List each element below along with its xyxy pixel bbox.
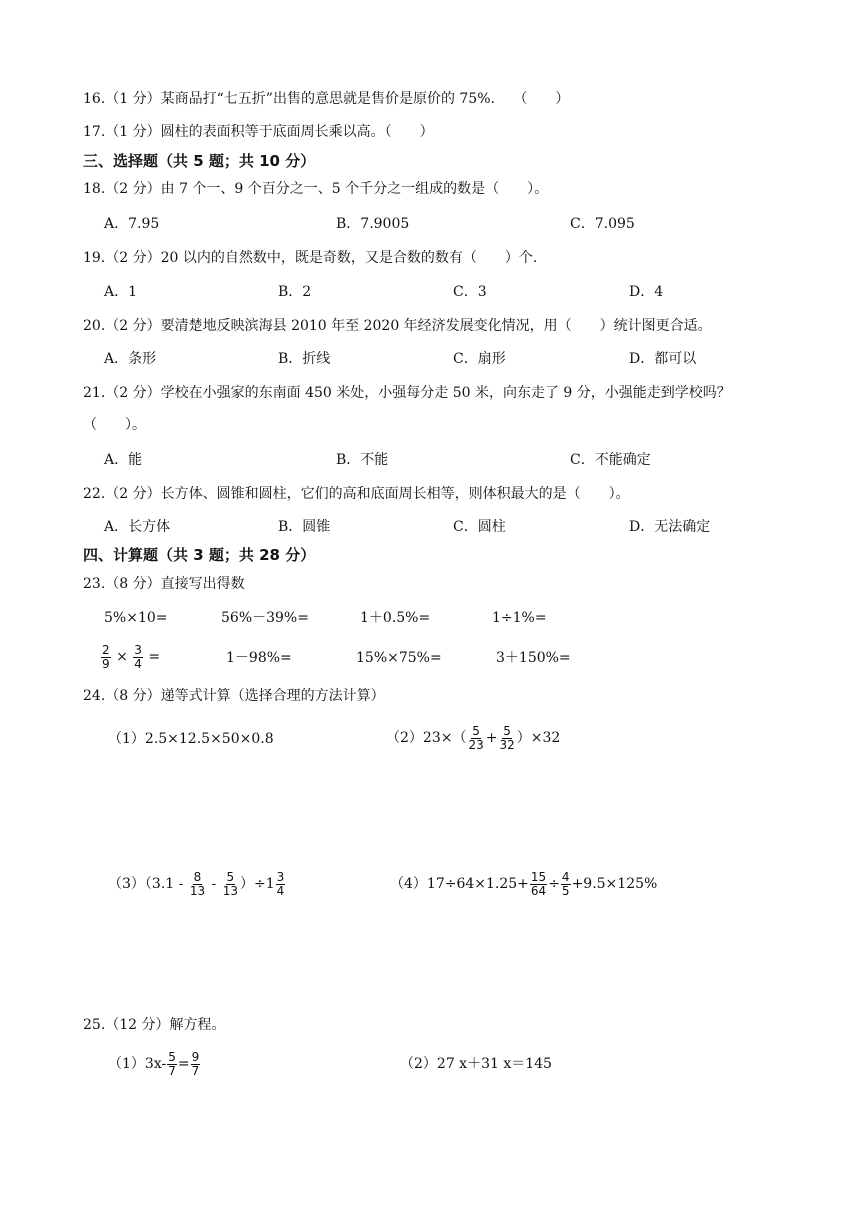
question-number: 16. [83, 91, 106, 107]
option-a[interactable]: A．能 [104, 452, 143, 468]
option-a[interactable]: A．条形 [104, 351, 157, 367]
question-21 [83, 384, 731, 402]
question-text: 递等式计算（选择合理的方法计算） [160, 688, 385, 704]
option-c[interactable]: C．扇形 [453, 351, 506, 367]
option-a[interactable]: A．1 [104, 284, 138, 300]
question-text: 直接写出得数 [160, 576, 245, 592]
question-22 [83, 485, 630, 503]
option-b[interactable]: B．7.9005 [336, 216, 410, 232]
equation-part-2: （2）27 x＋31 x＝145 [400, 1056, 552, 1072]
calc-item-fraction: $\frac{2}{9}$ × $\frac{3}{4}$ = [102, 642, 161, 671]
answer-blank[interactable]: （ ）。 [83, 417, 146, 433]
fraction: $\frac{9}{7}$ [191, 1049, 200, 1078]
option-a[interactable]: A．7.95 [104, 216, 160, 232]
fraction: $\frac{5}{23}$ [468, 723, 484, 752]
option-d[interactable]: D．4 [629, 284, 664, 300]
question-score: （8 分） [105, 576, 161, 592]
fraction: $\frac{4}{5}$ [561, 869, 570, 898]
question-text: 学校在小强家的东南面 450 米处，小强每分走 50 米，向东走了 9 分，小强能走到学校吗？ [160, 385, 731, 401]
equation-part-1: （1）3x- $\frac{5}{7}$ = $\frac{9}{7}$ [108, 1049, 200, 1078]
option-c[interactable]: C．7.095 [570, 216, 635, 232]
calc-part-3: （3）（3.1 - $\frac{8}{13}$ - $\frac{5}{13}$ ）÷1 $\frac{3}{4}$ [108, 869, 285, 898]
question-score: （12 分） [105, 1017, 170, 1033]
option-b[interactable]: B．2 [278, 284, 312, 300]
fraction: $\frac{5}{32}$ [499, 723, 515, 752]
question-score: （2 分） [105, 486, 161, 502]
question-25 [83, 1016, 226, 1034]
question-number: 24. [83, 688, 106, 704]
question-score: （2 分） [105, 181, 161, 197]
option-b[interactable]: B．不能 [336, 452, 389, 468]
fraction: $\frac{5}{13}$ [222, 869, 239, 898]
option-c[interactable]: C．3 [453, 284, 487, 300]
question-number: 20. [83, 318, 106, 334]
question-text: 由 7 个一、9 个百分之一、5 个千分之一组成的数是（ ）。 [160, 181, 549, 197]
question-score: （8 分） [105, 688, 161, 704]
section-title-calculation: 四、计算题（共 3 题；共 28 分） [83, 546, 316, 564]
fraction: $\frac{15}{64}$ [530, 869, 547, 898]
option-b[interactable]: B．圆锥 [278, 519, 331, 535]
section-title-choice: 三、选择题（共 5 题；共 10 分） [83, 152, 316, 170]
question-number: 21. [83, 385, 106, 401]
question-17 [83, 123, 434, 141]
question-number: 22. [83, 486, 106, 502]
question-text: 长方体、圆锥和圆柱，它们的高和底面周长相等，则体积最大的是（ ）。 [160, 486, 630, 502]
option-d[interactable]: D．都可以 [629, 351, 697, 367]
option-c[interactable]: C．圆柱 [453, 519, 506, 535]
calc-item: 1－98%= [226, 650, 292, 666]
fraction: $\frac{5}{7}$ [168, 1049, 176, 1078]
calc-item: 56%－39%= [221, 610, 309, 626]
calc-item: 1÷1%= [492, 610, 547, 626]
question-score: （2 分） [105, 250, 161, 266]
calc-part-4: （4）17÷64×1.25+ $\frac{15}{64}$ ÷ $\frac{4}{5}$ +9.5×125% [390, 869, 658, 898]
question-text: 要清楚地反映滨海县 2010 年至 2020 年经济发展变化情况，用（ ）统计图更合适。 [160, 318, 712, 334]
question-number: 17. [83, 124, 106, 140]
question-number: 18. [83, 181, 106, 197]
question-19 [83, 249, 537, 267]
question-score: （2 分） [105, 385, 161, 401]
question-number: 25. [83, 1017, 106, 1033]
question-16 [83, 90, 569, 108]
option-d[interactable]: D．无法确定 [629, 519, 711, 535]
calc-item: 3＋150%= [496, 650, 571, 666]
question-text: 圆柱的表面积等于底面周长乘以高。（ ） [160, 124, 434, 140]
question-20 [83, 317, 712, 335]
calc-item: 15%×75%= [356, 650, 442, 666]
question-18 [83, 180, 548, 198]
question-score: （1 分） [105, 91, 161, 107]
question-text: 某商品打“七五折”出售的意思就是售价是原价的 75%. [160, 91, 495, 107]
calc-part-2: （2）23×（ $\frac{5}{23}$ + $\frac{5}{32}$ ）×32 [386, 723, 561, 752]
question-score: （1 分） [105, 124, 161, 140]
question-score: （2 分） [105, 318, 161, 334]
fraction: $\frac{8}{13}$ [189, 869, 206, 898]
calc-item: 1＋0.5%= [360, 610, 431, 626]
calc-part-1: （1）2.5×12.5×50×0.8 [108, 731, 274, 747]
option-a[interactable]: A．长方体 [104, 519, 171, 535]
answer-blank[interactable]: （ ） [513, 91, 570, 107]
question-text: 解方程。 [169, 1017, 226, 1033]
calc-item: 5%×10= [104, 610, 168, 626]
fraction: $\frac{3}{4}$ [276, 869, 285, 898]
option-b[interactable]: B．折线 [278, 351, 331, 367]
question-23 [83, 575, 245, 593]
fraction: $\frac{3}{4}$ [134, 642, 142, 671]
question-number: 19. [83, 250, 106, 266]
question-24 [83, 687, 385, 705]
question-text: 20 以内的自然数中，既是奇数，又是合数的数有（ ）个. [160, 250, 538, 266]
option-c[interactable]: C．不能确定 [570, 452, 651, 468]
question-number: 23. [83, 576, 106, 592]
fraction: $\frac{2}{9}$ [102, 642, 110, 671]
